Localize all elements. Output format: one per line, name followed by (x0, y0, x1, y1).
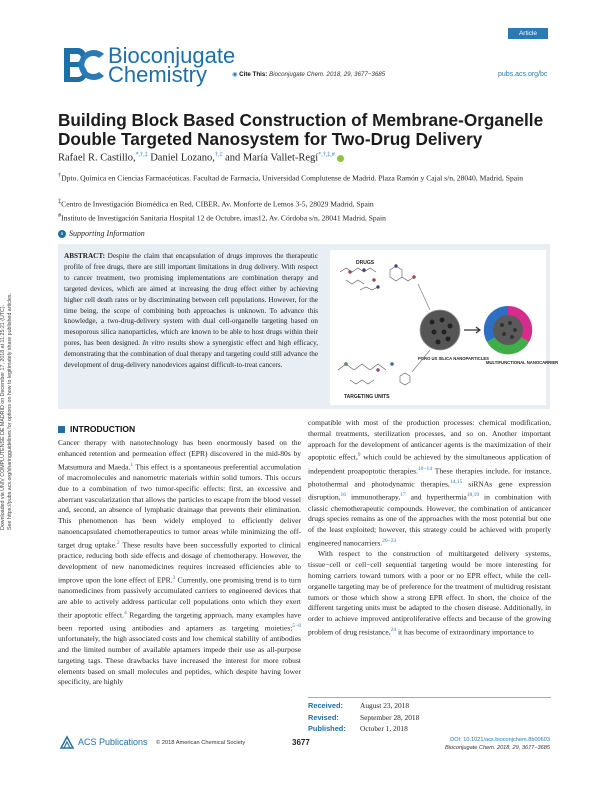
cite-reference: Bioconjugate Chem. 2018, 29, 3677−3685 (269, 71, 386, 78)
footer-citation: Bioconjugate Chem. 2018, 29, 3677−3685 (445, 745, 550, 751)
toc-graphic (330, 250, 559, 405)
aff3-text: Instituto de Investigación Sanitaria Hospital 12 de Octubre, imas12, Av. Córdoba s/n, 28041 Madrid, Spain (61, 213, 386, 223)
body-text: and hyperthermia (405, 492, 467, 502)
citation-ref[interactable]: 1 (130, 461, 134, 468)
abstract (64, 251, 318, 371)
doi-block (436, 736, 550, 752)
revised-label: Revised: (308, 712, 339, 722)
intro-paragraph-1 (58, 438, 301, 688)
author-1-affil: *,†,‡ (135, 152, 148, 158)
supporting-info-label: Supporting Information (69, 229, 145, 238)
author-2[interactable]: Daniel Lozano, (150, 152, 215, 164)
author-1[interactable]: Rafael R. Castillo, (58, 152, 136, 164)
abstract-label: ABSTRACT: (64, 252, 106, 260)
publication-history (308, 697, 551, 735)
abstract-italic: In vitro (142, 339, 165, 348)
journal-logo-bc (60, 46, 106, 84)
history-received (308, 700, 551, 712)
received-date: August 23, 2018 (360, 701, 410, 710)
published-date: October 1, 2018 (360, 724, 408, 733)
aff3-mark: # (58, 212, 62, 219)
download-stamp-line2: See https://pubs.acs.org/sharingguidelines for options on how to legitimately share published articles. (7, 292, 13, 530)
cite-label: Cite This: (239, 71, 268, 78)
toc-multifunctional-nanocarrier (484, 306, 532, 354)
article-title: Building Block Based Construction of Membrane-Organelle Double Targeted Nanosystem for Two-Drug Delivery (58, 110, 544, 149)
body-text: immunotherapy, (346, 492, 401, 502)
citation-ref[interactable]: 24 (390, 626, 397, 633)
revised-date: September 28, 2018 (360, 712, 420, 722)
received-label: Received: (308, 701, 343, 710)
doi-link[interactable]: DOI: 10.1021/acs.bioconjchem.8b00603 (450, 737, 550, 743)
aff1-mark: † (58, 172, 62, 179)
author-2-affil: †,‡ (214, 152, 223, 158)
download-stamp-line1: Downloaded via UNIV COMPLUTENSE DE MADRID on December 17, 2018 at 11:25:21 (UTC). (0, 304, 6, 530)
intro-text: unfortunately, the high associated costs and low chemical stability of antibodies and the limited number of available aptamers impede their use as all-purpose targeting tags. These drawbacks have increased the interest for more robust elements based on small molecules and peptides, which despite having lower specificity, are highly (58, 634, 301, 687)
body-text: With respect to the construction of multitargeted delivery systems, tissue−cell or cell−cell sequential targeting would be more interesting for homing carriers toward tumors with a poor or no EPR effect, while the cell-organelle targeting may be of preference for the treatment of multidrug resistant tumors or those which show a strong EPR effect. In short, the choice of the different targeting units must be adapted to the chosen disease. Additionally, in order to achieve improved antiproliferative effects and because of the growing problem of drug resistance, (308, 549, 551, 637)
history-published (308, 723, 551, 735)
aff2-text: Centro de Investigación Biomédica en Red, CIBER, Av. Monforte de Lemos 3-5, 28029 Madrid, Spain (61, 199, 374, 209)
citation-ref[interactable]: 18,19 (466, 492, 480, 499)
citation-ref[interactable]: 17 (400, 492, 406, 499)
right-paragraph-1 (308, 418, 551, 549)
toc-label-multi: MULTIFUNCTIONAL NANOCARRIER (486, 360, 559, 365)
body-text: it has become of extraordinary importance to (396, 627, 534, 637)
acs-logo-icon (60, 736, 74, 750)
body-text: compatible with most of the production processes: chemical modification, thermal treatments, sterilization processes, and so on. Another important approach for the development of anticancer agents is the maximization of their apoptotic effect, (308, 418, 551, 462)
download-stamp (0, 232, 28, 532)
body-column-right (308, 418, 551, 638)
author-3-affil: *,†,‡,# (318, 152, 335, 158)
cite-icon: ◉ (232, 71, 238, 78)
page-number: 3677 (292, 738, 310, 747)
journal-site-link[interactable]: pubs.acs.org/bc (498, 71, 548, 78)
download-stamp-text (0, 232, 14, 530)
intro-heading-text: INTRODUCTION (70, 424, 136, 434)
citation-ref[interactable]: 14,15 (449, 479, 463, 486)
citation-ref[interactable]: 9 (357, 452, 361, 459)
body-text: siRNAs gene expression disruption, (308, 479, 551, 502)
section-marker-icon (58, 426, 65, 433)
acs-publications-logo[interactable]: ACS Publications (78, 737, 148, 747)
intro-text: Cancer therapy with nanotechnology has been enormously based on the enhanced retention and permeation effect (EPR) discovered in the mid-80s by Matsumura and Maeda. (58, 438, 301, 472)
intro-text: Currently, one promising trend is to turn nanomedicines from passively accumulated carriers to engineered devices that are able to actively address particular cell populations onto which they exert their apoptotic effect. (58, 575, 301, 620)
author-3[interactable]: María Vallet-Regí (242, 152, 319, 164)
body-text: in combination with classic chemotherapeutic compounds. However, the combination of anticancer drugs species remains as one of the approaches with the most potential but one of the least exploited; however, this strategy could be achieved with properly engineered nanocarriers. (308, 492, 551, 548)
citation-ref[interactable]: 4 (123, 609, 127, 616)
right-paragraph-2 (308, 549, 551, 638)
citation-ref[interactable]: 20−23 (382, 538, 397, 545)
intro-text: This effect is a spontaneous preferential accumulation of macromolecules and nanometric materials within solid tumors. This occurs due to a combination of two tumor-specific effects: first, an excessive and aberrant vascularization that allows the particles to escape from the blood vessel and, second, an absence of lymphatic drainage that prevents their elimination. This phenomenon has been widely employed to efficiently deliver nanoencapsulated chemotherapeutics to tumor areas while minimizing the off-target drug uptake. (58, 462, 301, 550)
published-label: Published: (308, 724, 346, 733)
supporting-information-link[interactable] (58, 229, 145, 238)
aff2-mark: ‡ (58, 198, 62, 205)
article-type-badge: Article (508, 28, 548, 39)
history-revised (308, 712, 551, 724)
toc-label-targeting: TARGETING UNITS (344, 394, 390, 400)
author-and: and (225, 152, 241, 164)
intro-text: Regarding the targeting approach, many examples have been reported using antibodies and aptamers as targeting moieties; (58, 610, 301, 633)
intro-text: These results have been successfully exported to clinical practice, reducing both side effects and dosage of chemotherapy. However, the development of new nanomedicines requires increased efficiencies able to improve upon the lone effect of EPR. (58, 540, 302, 585)
affiliation-1 (58, 171, 554, 184)
toc-label-drugs: DRUGS (356, 260, 375, 266)
aff1-text: Dpto. Química en Ciencias Farmacéuticas. Facultad de Farmacia, Universidad Complutense de Madrid. Plaza Ramón y Cajal s/n, 28040, Madrid, Spain (61, 173, 524, 183)
citation-ref[interactable]: 16 (340, 492, 346, 499)
journal-name (108, 43, 238, 87)
affiliation-3 (58, 211, 554, 224)
supporting-info-icon: s (58, 230, 66, 238)
copyright: © 2018 American Chemical Society (156, 740, 246, 746)
journal-name-line2: Chemistry (108, 62, 208, 87)
abstract-text-2: results show a synergistic effect and high efficacy, demonstrating that the combination of dual therapy and targeting could still advance the development of drug-delivery nanodevices against difficult-to-treat cancers. (64, 339, 319, 370)
toc-silica-nanoparticle (420, 310, 460, 350)
affiliation-2 (58, 197, 554, 210)
journal-name-line1: Bioconjugate (108, 43, 236, 68)
toc-label-msn: PORO US SILICA NANOPARTICLES (418, 356, 489, 361)
section-heading-introduction (58, 424, 135, 434)
abstract-text-1: Despite the claim that encapsulation of drugs improves the therapeutic profile of free drugs, there are still important limitations in drug delivery. With respect to cancer treatment, two promising implementations are combination therapy and targeted devices, which are aimed at increasing the drug effect either by achieving higher cell death rates or by discriminating between cell populations. However, for the time being, the scope of combining both approaches is unknown. To advance this knowledge, a two-drug-delivery system with dual cell-organelle targeting based on mesoporous silica nanoparticles, which are known to be able to host drugs within their pores, has been designed. (64, 252, 318, 348)
body-column-left (58, 438, 301, 688)
cite-this[interactable] (232, 71, 385, 78)
citation-ref[interactable]: 2 (116, 539, 120, 546)
citation-ref[interactable]: 3 (172, 574, 176, 581)
author-list (58, 152, 344, 164)
citation-ref[interactable]: 10−14 (417, 465, 432, 472)
citation-ref[interactable]: 5−8 (292, 622, 301, 629)
body-text: which could be achieved by the simultaneous application of independent proapoptotic therapies. (308, 452, 551, 476)
body-text: These therapies include, for instance, photothermal and photodynamic therapies, (308, 466, 551, 489)
orcid-icon[interactable] (337, 155, 344, 162)
